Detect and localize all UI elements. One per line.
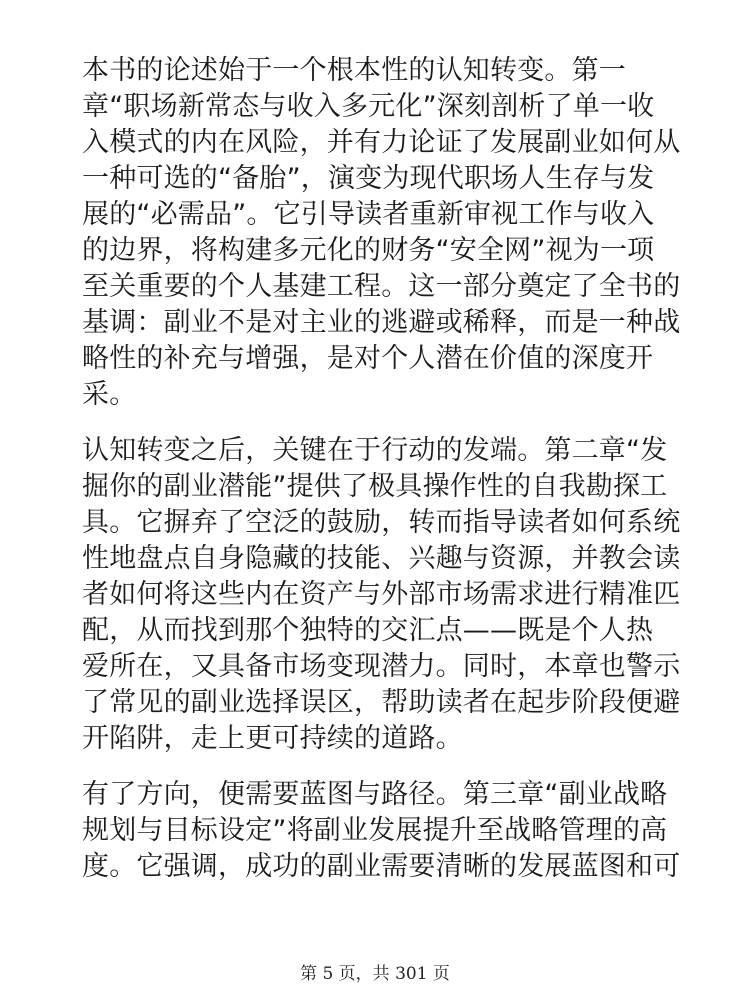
text-line: 至关重要的个人基建工程。这一部分奠定了全书的 <box>82 271 681 302</box>
text-line: 一种可选的“备胎”，演变为现代职场人生存与发 <box>82 163 655 194</box>
text-line: 掘你的副业潜能”提供了极具操作性的自我勘探工 <box>82 471 668 502</box>
paragraph-3 <box>82 777 681 885</box>
text-line: 性地盘点自身隐藏的技能、兴趣与资源，并教会读 <box>82 543 681 574</box>
text-line: 开陷阱，走上更可持续的道路。 <box>82 723 463 754</box>
text-line: 章“职场新常态与收入多元化”深刻剖析了单一收 <box>82 91 655 122</box>
text-line: 配，从而找到那个独特的交汇点——既是个人热 <box>82 615 654 646</box>
text-line: 认知转变之后，关键在于行动的发端。第二章“发 <box>82 435 668 466</box>
text-line: 本书的论述始于一个根本性的认知转变。第一 <box>82 55 626 86</box>
paragraph-1 <box>82 53 681 413</box>
text-line: 者如何将这些内在资产与外部市场需求进行精准匹 <box>82 579 681 610</box>
text-line: 的边界，将构建多元化的财务“安全网”视为一项 <box>82 235 655 266</box>
text-line: 采。 <box>82 379 137 410</box>
page-number-footer: 第 5 页，共 301 页 <box>300 964 450 984</box>
text-line: 了常见的副业选择误区，帮助读者在起步阶段便避 <box>82 687 681 718</box>
paragraph-2 <box>82 433 681 757</box>
text-line: 基调：副业不是对主业的逃避或稀释，而是一种战 <box>82 307 681 338</box>
text-line: 略性的补充与增强，是对个人潜在价值的深度开 <box>82 343 654 374</box>
text-line: 入模式的内在风险，并有力论证了发展副业如何从 <box>82 127 681 158</box>
text-line: 展的“必需品”。它引导读者重新审视工作与收入 <box>82 199 655 230</box>
body-text <box>82 53 681 885</box>
text-line: 有了方向，便需要蓝图与路径。第三章“副业战略 <box>82 779 668 810</box>
text-line: 规划与目标设定”将副业发展提升至战略管理的高 <box>82 815 668 846</box>
text-line: 爱所在，又具备市场变现潜力。同时，本章也警示 <box>82 651 681 682</box>
text-line: 具。它摒弃了空泛的鼓励，转而指导读者如何系统 <box>82 507 681 538</box>
text-line: 度。它强调，成功的副业需要清晰的发展蓝图和可 <box>82 851 681 882</box>
